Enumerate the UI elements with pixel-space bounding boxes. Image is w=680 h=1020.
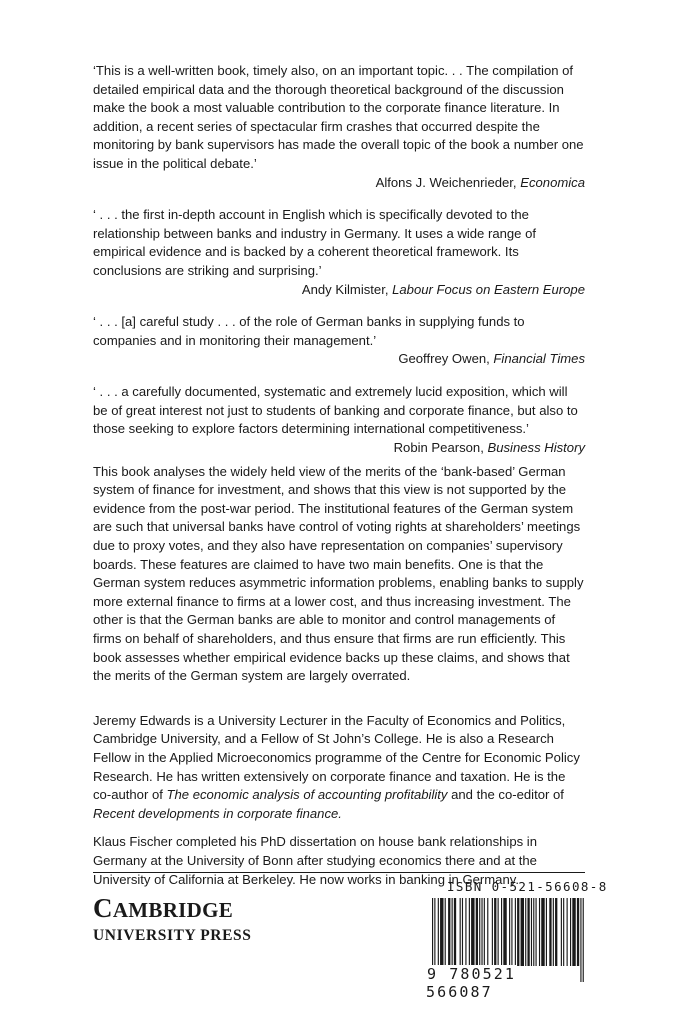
quote-author: Geoffrey Owen, [398, 351, 494, 367]
bio-text: Jeremy Edwards is a University Lecturer in the Faculty of Economics and Politics, Cambridge University, and a Fellow of St John’s College. He is also a Research Fellow in the Applied Microeconomics programme of the Centre for Economic Policy Research. He has written extensively on corporate finance and taxation. He is the co-author of [93, 712, 580, 803]
barcode-bar [525, 898, 526, 966]
barcode-bar [501, 898, 502, 966]
barcode-bar [531, 898, 532, 966]
author-bio-edwards [93, 712, 585, 824]
barcode-bar [541, 898, 544, 966]
barcode-bar [572, 898, 575, 966]
barcode-bar [536, 898, 537, 966]
quote-source: Financial Times [493, 351, 585, 367]
quote-attribution [394, 439, 585, 458]
quote-author: Robin Pearson, [393, 439, 488, 455]
barcode-bar [465, 898, 466, 966]
barcode-bar [452, 898, 453, 966]
barcode-bar [553, 898, 554, 966]
quote-text: ‘ . . . the first in-depth account in English which is specifically devoted to the relationship between banks and industry in Germany. It uses a wide range of empirical evidence and is backed by a coherent theoretical framework. Its conclusions are striking and surprising.’ [93, 207, 537, 278]
quote-text-body: ‘ . . . a carefully documented, systematic and extremely lucid exposition, which will be of great interest not just to students of banking and corporate finance, but also to those seeking to explore factors determining international competitiveness.’ [93, 383, 578, 437]
isbn-label: ISBN 0-521-56608-8 [447, 879, 608, 894]
barcode-bar [440, 898, 443, 966]
barcode-bar [527, 898, 529, 966]
back-cover-text [93, 62, 585, 889]
quote-attribution [93, 281, 585, 300]
barcode-bar [438, 898, 439, 966]
barcode-bar [494, 898, 496, 966]
review-quote-2 [93, 206, 585, 299]
review-quote-1 [93, 62, 585, 192]
ean-digits [426, 965, 588, 1001]
barcode-bar [484, 898, 485, 966]
barcode-bar [539, 898, 540, 966]
barcode-bar [492, 898, 493, 966]
barcode-bar [561, 898, 562, 966]
barcode-bar [481, 898, 482, 966]
barcode-bar [460, 898, 461, 966]
quote-attribution [93, 174, 585, 193]
quote-source: Labour Focus on Eastern Europe [392, 281, 585, 297]
barcode-bar [570, 898, 571, 966]
barcode-bar [448, 898, 450, 966]
barcode-bar [511, 898, 512, 966]
barcode-bar [445, 898, 446, 966]
barcode-bar [521, 898, 524, 966]
publisher-subtitle: UNIVERSITY PRESS [93, 927, 252, 944]
ean-number: 9 780521 566087 [426, 965, 517, 1001]
barcode-bar [555, 898, 557, 966]
book-description: This book analyses the widely held view of the merits of the ‘bank-based’ German system of finance for investment, and shows that this view is not supported by the evidence from the post-war period. The institutional features of the German system are such that universal banks have control of voting rights at shareholders’ meetings due to proxy votes, and they also have representation on companies’ supervisory boards. These features are claimed to have two main benefits. One is that the German system reduces asymmetric information problems, enabling banks to supply more external finance to firms at a lower cost, and thus increasing investment. The other is that the German banks are able to monitor and control managements of firms on behalf of shareholders, and thus ensure that firms are run efficiently. This book assesses whether empirical evidence backs up these claims, and shows that the merits of the German system are largely overrated. [93, 463, 584, 684]
barcode-bar [533, 898, 534, 966]
publisher-logo [93, 893, 251, 945]
barcode-bar [454, 898, 456, 966]
quote-attribution [93, 350, 585, 369]
barcode-bar [479, 898, 480, 966]
publisher-name [93, 893, 251, 925]
review-quote-3 [93, 313, 585, 369]
publisher-initial: C [93, 893, 113, 923]
author-bio-fischer: Klaus Fischer completed his PhD dissertation on house bank relationships in Germany at the University of Bonn after studying economics there and at the University of California at Berkeley. He now works in banking in Germany. [93, 834, 537, 887]
quote-author: Alfons J. Weichenrieder, [375, 174, 521, 190]
publisher-name-rest: AMBRIDGE [112, 898, 234, 922]
barcode-bar [476, 898, 478, 966]
quote-text [93, 383, 585, 455]
barcode-bar [563, 898, 564, 966]
barcode-bar [498, 898, 499, 966]
barcode-bar [546, 898, 547, 966]
footer-divider [93, 872, 585, 873]
barcode-bar [487, 898, 488, 966]
book-title: The economic analysis of accounting profitability [166, 787, 448, 803]
review-quote-4 [93, 383, 585, 455]
quote-source: Economica [520, 174, 585, 190]
barcode-bar [503, 898, 506, 966]
bio-text: and the co-editor of [447, 787, 564, 803]
quote-text: ‘ . . . [a] careful study . . . of the role of German banks in supplying funds to companies and in monitoring their management.’ [93, 314, 525, 348]
barcode-bar [462, 898, 463, 966]
barcode-bar [517, 898, 519, 966]
barcode-bar [549, 898, 551, 966]
barcode-bar [515, 898, 516, 966]
barcode-bar [567, 898, 568, 966]
quote-text: ‘This is a well-written book, timely also, on an important topic. . . The compilation of detailed empirical data and the thorough theoretical background of the discussion make the book a most valuable contribution to the corporate finance literature. In addition, a recent series of spectacular firm crashes that occurred despite the monitoring by bank supervisors has made the overall topic of the book a number one issue in the political debate.’ [93, 63, 584, 171]
barcode-bar [469, 898, 470, 966]
quote-source: Business History [487, 439, 585, 455]
barcode-bar [577, 898, 579, 966]
book-title: Recent developments in corporate finance. [93, 805, 342, 821]
barcode-bar [471, 898, 474, 966]
quote-author: Andy Kilmister, [301, 281, 393, 297]
